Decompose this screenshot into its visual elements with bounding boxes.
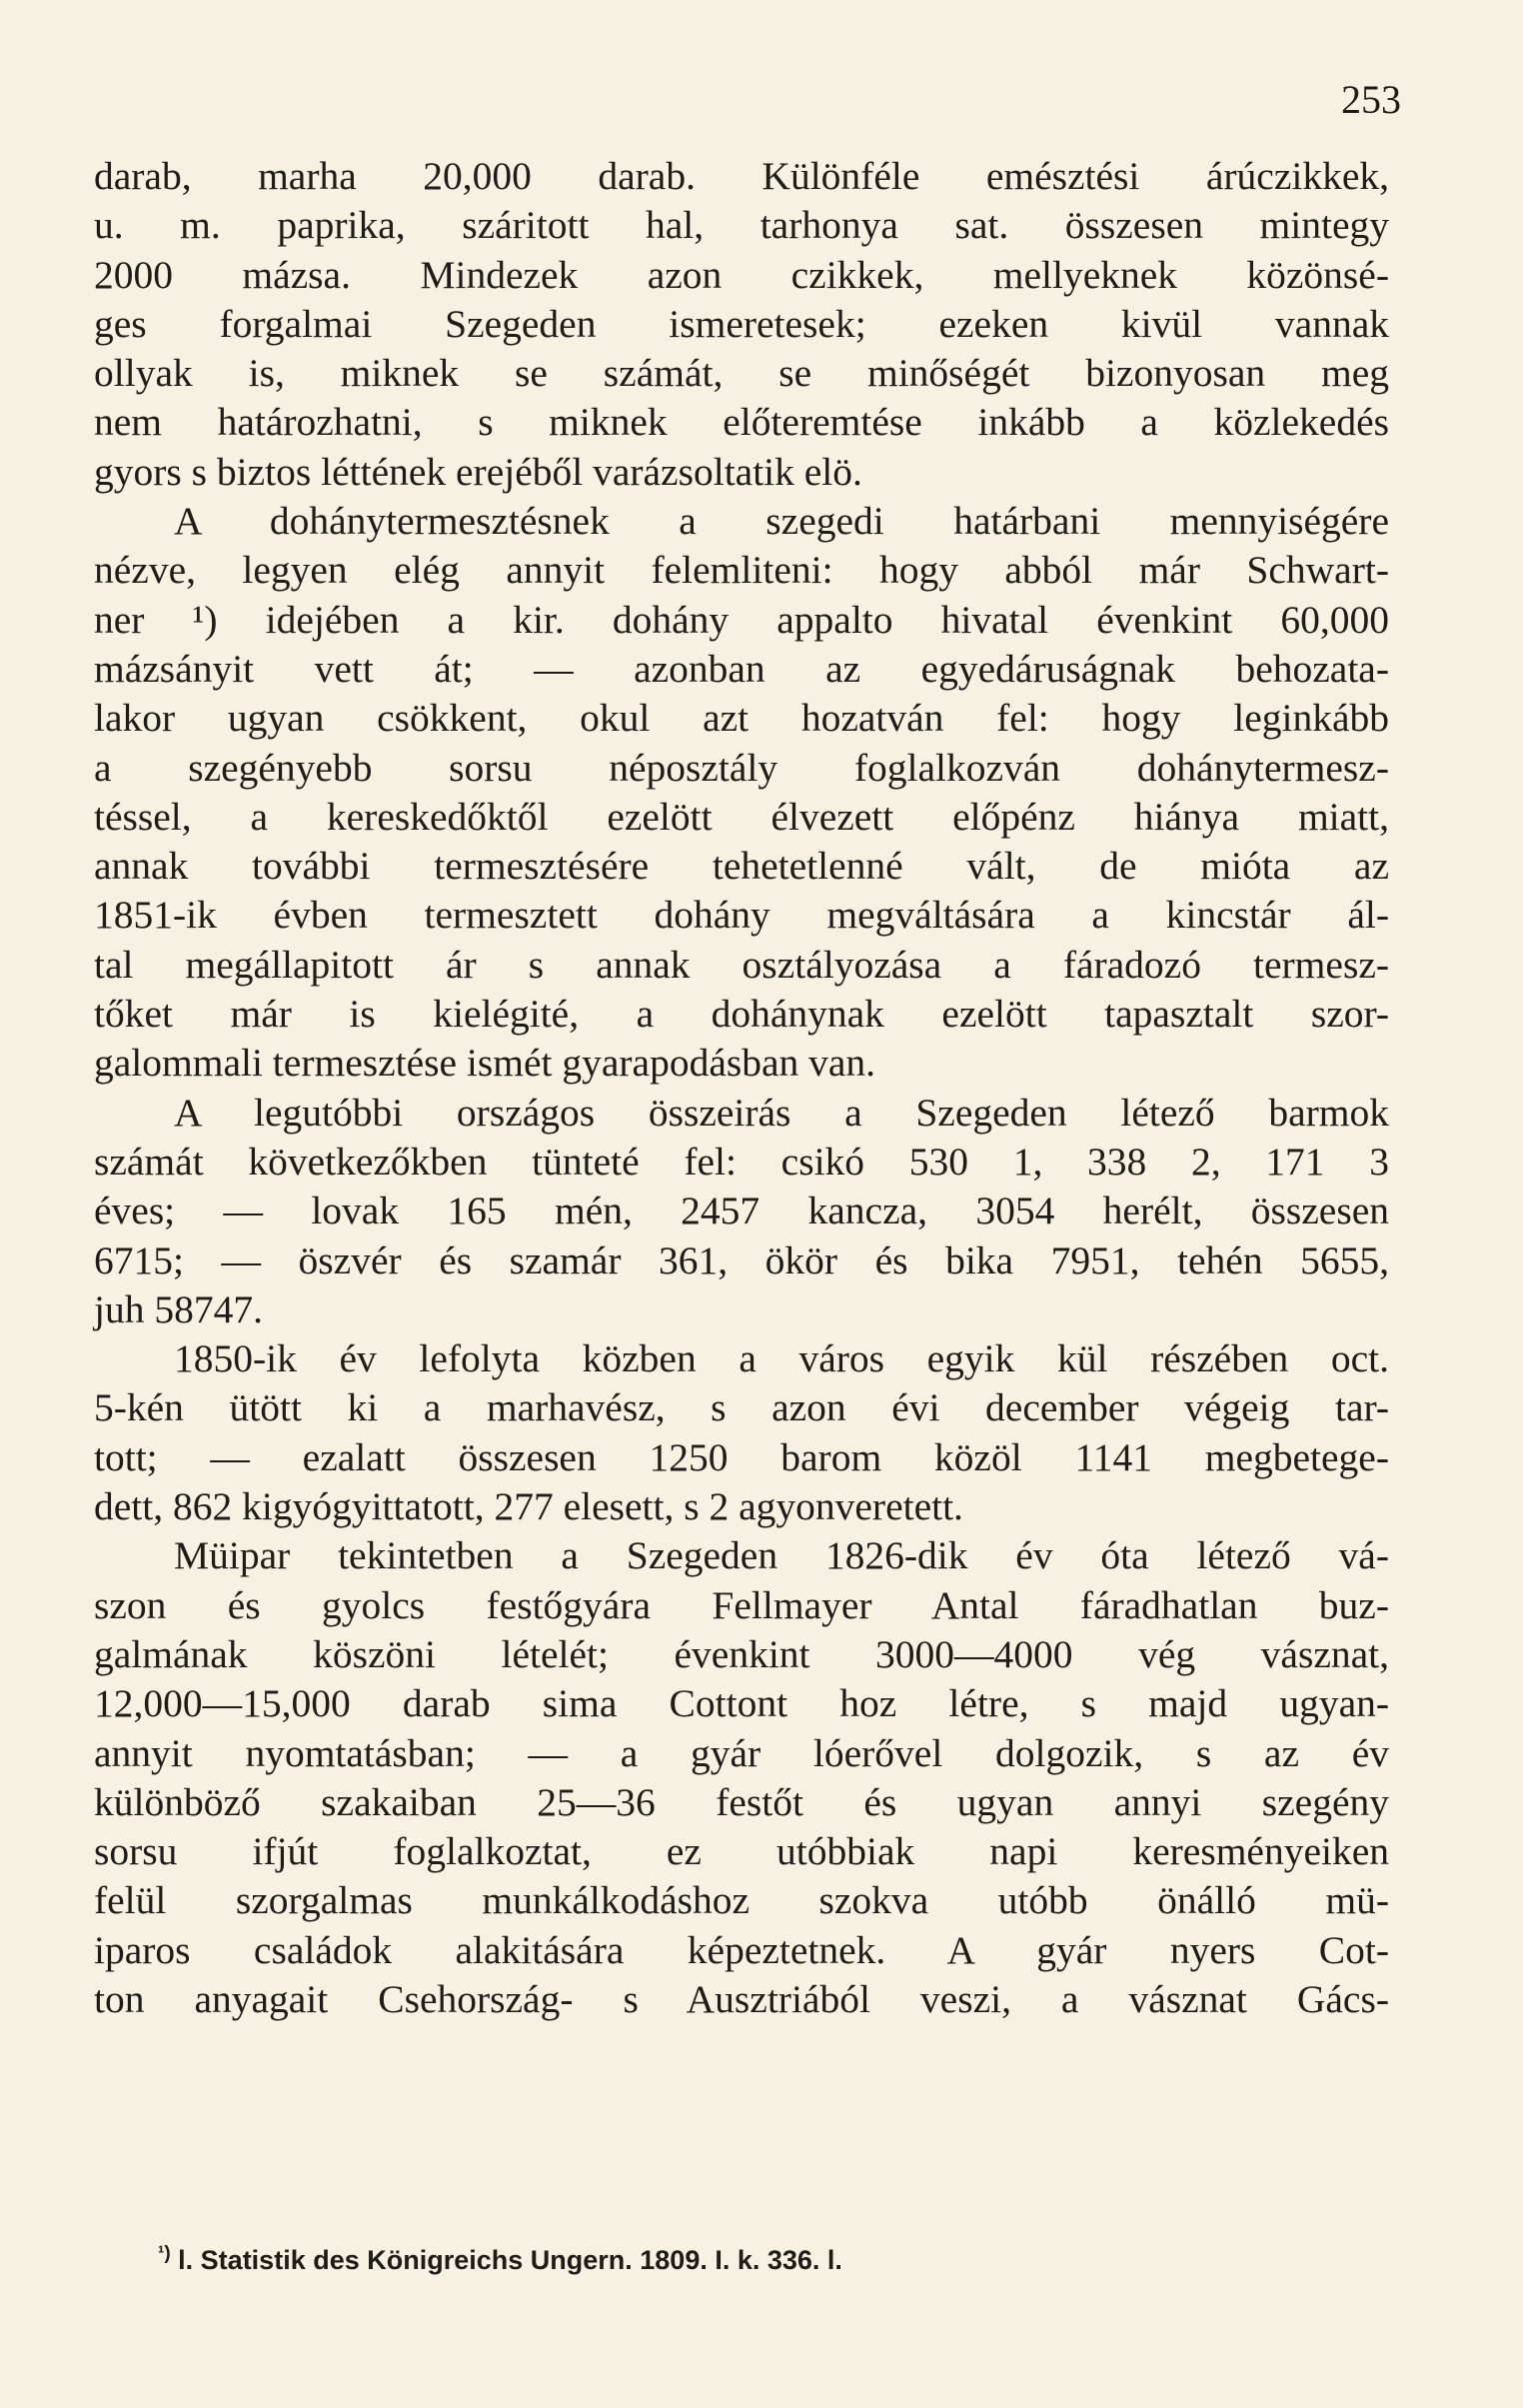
text-line: éves; — lovak 165 mén, 2457 kancza, 3054 herélt, összesen [94,1189,1389,1233]
text-line: a szegényebb sorsu néposztály foglalkozván dohánytermesz- [94,745,1389,790]
text-line: különböző szakaiban 25—36 festőt és ugyan annyi szegény [94,1779,1389,1824]
text-line: annyit nyomtatásban; — a gyár lóerővel dolgozik, s az év [94,1730,1389,1775]
text-line: 6715; — öszvér és szamár 361, ökör és bika 7951, tehén 5655, [94,1237,1389,1282]
footnote [158,2243,1357,2276]
text-line: ton anyagait Csehország- s Ausztriából veszi, a vásznat Gács- [94,1976,1389,2021]
text-line: szon és gyolcs festőgyára Fellmayer Antal fáradhatlan buz- [94,1582,1389,1627]
text-line: darab, marha 20,000 darab. Különféle emésztési árúczikkek, [94,154,1389,198]
text-line: mázsányit vett át; — azonban az egyedáruságnak behozata- [94,646,1389,691]
text-line: galommali termesztése ismét gyarapodásban van. [94,1041,876,1086]
text-line: A dohánytermesztésnek a szegedi határbani mennyiségére [174,499,1389,544]
text-line: ner ¹) idejében a kir. dohány appalto hivatal évenkint 60,000 [94,597,1389,642]
text-line: nézve, legyen elég annyit felemliteni: hogy abból már Schwart- [94,548,1389,593]
text-line: 12,000—15,000 darab sima Cottont hoz létre, s majd ugyan- [94,1681,1389,1726]
text-line: számát következőkben tünteté fel: csikó 530 1, 338 2, 171 3 [94,1139,1389,1184]
text-line: lakor ugyan csökkent, okul azt hozatván fel: hogy leginkább [94,696,1389,741]
text-line: nem határozhatni, s miknek előteremtése inkább a közlekedés [94,400,1389,445]
text-line: 1851-ik évben termesztett dohány megváltására a kincstár ál- [94,893,1389,938]
text-line: juh 58747. [94,1286,263,1331]
text-line: téssel, a kereskedőktől ezelött élvezett előpénz hiánya miatt, [94,794,1389,839]
text-line: dett, 862 kigyógyittatott, 277 elesett, s 2 agyonveretett. [94,1484,963,1529]
page-number: 253 [1341,77,1401,122]
text-line: tőket már is kielégité, a dohánynak ezelött tapasztalt szor- [94,992,1389,1037]
text-line: 2000 mázsa. Mindezek azon czikkek, mellyeknek közönsé- [94,252,1389,297]
text-line: sorsu ifjút foglalkoztat, ez utóbbiak napi keresményeiken [94,1829,1389,1874]
text-line: gyors s biztos léttének erejéből varázsoltatik elö. [94,449,862,494]
text-line: ollyak is, miknek se számát, se minőségét bizonyosan meg [94,351,1389,396]
text-line: 5-kén ütött ki a marhavész, s azon évi december végeig tar- [94,1385,1389,1430]
text-line: tott; — ezalatt összesen 1250 barom közöl 1141 megbetege- [94,1434,1389,1479]
footnote-marker: ¹) [158,2243,171,2264]
text-line: annak további termesztésére tehetetlenné vált, de mióta az [94,844,1389,889]
text-line: felül szorgalmas munkálkodáshoz szokva utóbb önálló mü- [94,1878,1389,1923]
text-line: A legutóbbi országos összeirás a Szegeden létező barmok [174,1090,1389,1135]
text-line: u. m. paprika, száritott hal, tarhonya sat. összesen mintegy [94,203,1389,248]
text-line: ges forgalmai Szegeden ismeretesek; ezeken kivül vannak [94,301,1389,346]
footnote-text: l. Statistik des Königreichs Ungern. 1809. I. k. 336. l. [178,2245,842,2275]
text-line: iparos családok alakitására képeztetnek. A gyár nyers Cot- [94,1927,1389,1972]
text-line: 1850-ik év lefolyta közben a város egyik kül részében oct. [174,1336,1389,1381]
text-line: Müipar tekintetben a Szegeden 1826-dik év óta létező vá- [174,1533,1389,1578]
body-text [94,152,1389,2024]
text-line: tal megállapitott ár s annak osztályozása a fáradozó termesz- [94,942,1389,987]
text-line: galmának köszöni lételét; évenkint 3000—4000 vég vásznat, [94,1631,1389,1676]
